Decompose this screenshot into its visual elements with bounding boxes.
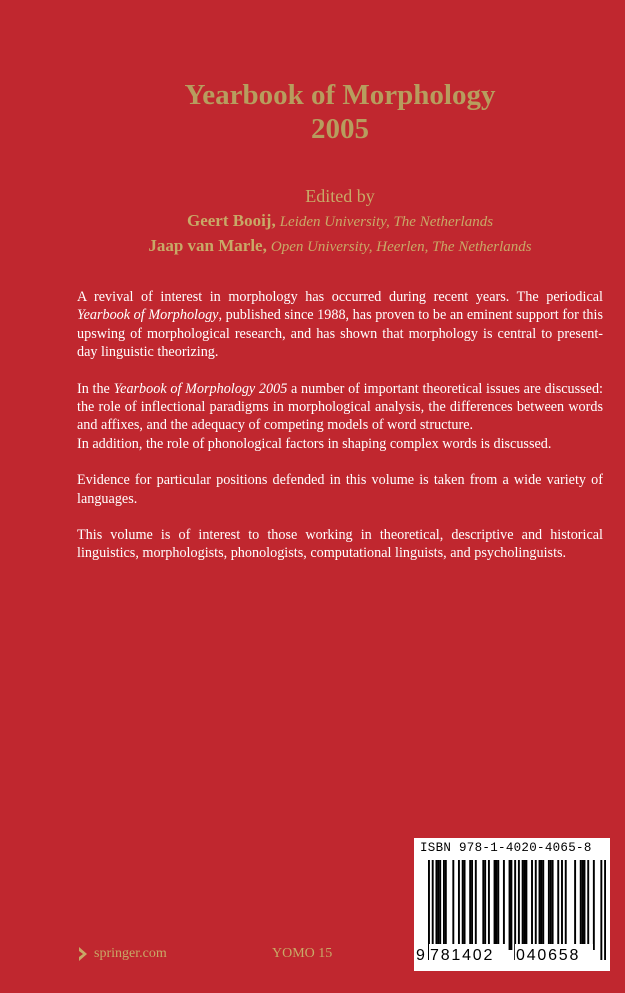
isbn-label: ISBN 978-1-4020-4065-8 — [420, 841, 592, 855]
barcode-bar — [587, 860, 589, 950]
editor-name: Geert Booij, — [186, 211, 276, 230]
barcode-bar — [475, 860, 477, 950]
barcode-bar — [565, 860, 567, 950]
paragraph-evidence — [77, 471, 603, 508]
ean-left-group: 781402 — [430, 947, 495, 964]
text-fragment: In addition, the role of phonological factors in shaping complex words is discussed. — [77, 435, 552, 452]
barcode-bar — [510, 860, 512, 950]
barcode-bar — [462, 860, 464, 950]
barcode-bar — [464, 860, 466, 950]
editor-2 — [0, 234, 625, 259]
barcode-bar — [435, 860, 437, 950]
text-fragment: a number of important theoretical issues are discussed: the role of inflectional paradigms in morphological analysis, the differences between words and affixes, and the adequacy of competing models of word structure. — [77, 380, 603, 434]
paragraph-audience — [77, 526, 603, 563]
barcode-bar — [488, 860, 490, 950]
barcode-bar — [582, 860, 584, 950]
barcode-bar — [494, 860, 496, 950]
barcode-bar — [593, 860, 595, 950]
barcode-bar — [471, 860, 473, 950]
paragraph-phonology — [77, 435, 603, 453]
barcode-bar — [584, 860, 586, 950]
editor-affiliation: Leiden University, The Netherlands — [279, 214, 494, 230]
editor-affiliation: Open University, Heerlen, The Netherlands — [270, 239, 532, 255]
barcode-bar — [542, 860, 544, 950]
barcode-bar — [524, 860, 526, 950]
text-fragment: , published since 1988, has proven to be an eminent support for this upswing of morphological research, and has shown that morphology is central to present-day linguistic theorizing. — [77, 307, 603, 361]
editor-1 — [0, 209, 625, 234]
barcode-bar — [548, 860, 550, 950]
ean-first-digit: 9 — [416, 947, 425, 964]
text-fragment: In the — [77, 380, 114, 397]
text-fragment: This volume is of interest to those working in theoretical, descriptive and historical linguistics, morphologists, phonologists, computational linguists, and psycholinguists. — [77, 527, 603, 562]
editor-name: Jaap van Marle, — [148, 236, 267, 255]
barcode-bar — [497, 860, 499, 950]
barcode-bar — [525, 860, 527, 950]
chevron-right-icon — [77, 946, 89, 962]
text-fragment: A revival of interest in morphology has occurred during recent years. The periodical — [77, 289, 603, 305]
text-fragment: Evidence for particular positions defended in this volume is taken from a wide variety of languages. — [77, 472, 603, 507]
barcode-bar — [469, 860, 471, 950]
barcode-bar — [557, 860, 559, 950]
barcode-bar — [445, 860, 447, 950]
title-main: Yearbook of Morphology — [184, 79, 496, 111]
book-title — [0, 78, 625, 146]
barcode-bar — [443, 860, 445, 950]
barcode-bar — [580, 860, 582, 950]
barcode-bar — [495, 860, 497, 950]
barcode-bar — [484, 860, 486, 950]
barcode-bar — [439, 860, 441, 950]
barcode-bar — [522, 860, 524, 950]
barcode-bar — [482, 860, 484, 950]
series-code: YOMO 15 — [272, 946, 333, 961]
barcode-bar — [437, 860, 439, 950]
barcode-bar — [574, 860, 576, 950]
volume-title: Yearbook of Morphology 2005 — [113, 380, 288, 397]
barcode-bar — [561, 860, 563, 950]
barcode-bar — [503, 860, 505, 950]
publisher-link — [77, 946, 167, 962]
paragraph-revival — [77, 288, 603, 362]
barcode-bar — [604, 860, 606, 960]
barcode-bar — [600, 860, 602, 960]
periodical-title: Yearbook of Morphology — [77, 307, 219, 324]
barcode-bar — [531, 860, 533, 950]
barcode-bar — [539, 860, 541, 950]
barcode-bar — [535, 860, 537, 950]
isbn-barcode — [414, 838, 610, 971]
barcode-bar — [458, 860, 460, 950]
paragraph-issues — [77, 380, 603, 435]
barcode-bar — [552, 860, 554, 950]
title-year: 2005 — [311, 113, 369, 145]
barcode-bar — [452, 860, 454, 950]
barcode-bar — [550, 860, 552, 950]
website-url: springer.com — [94, 946, 167, 961]
barcode-bar — [540, 860, 542, 950]
edited-by-label: Edited by — [305, 186, 375, 206]
barcode-bar — [509, 860, 511, 950]
editors-section — [0, 183, 625, 259]
ean-right-group: 040658 — [516, 947, 581, 964]
book-description — [77, 288, 603, 581]
